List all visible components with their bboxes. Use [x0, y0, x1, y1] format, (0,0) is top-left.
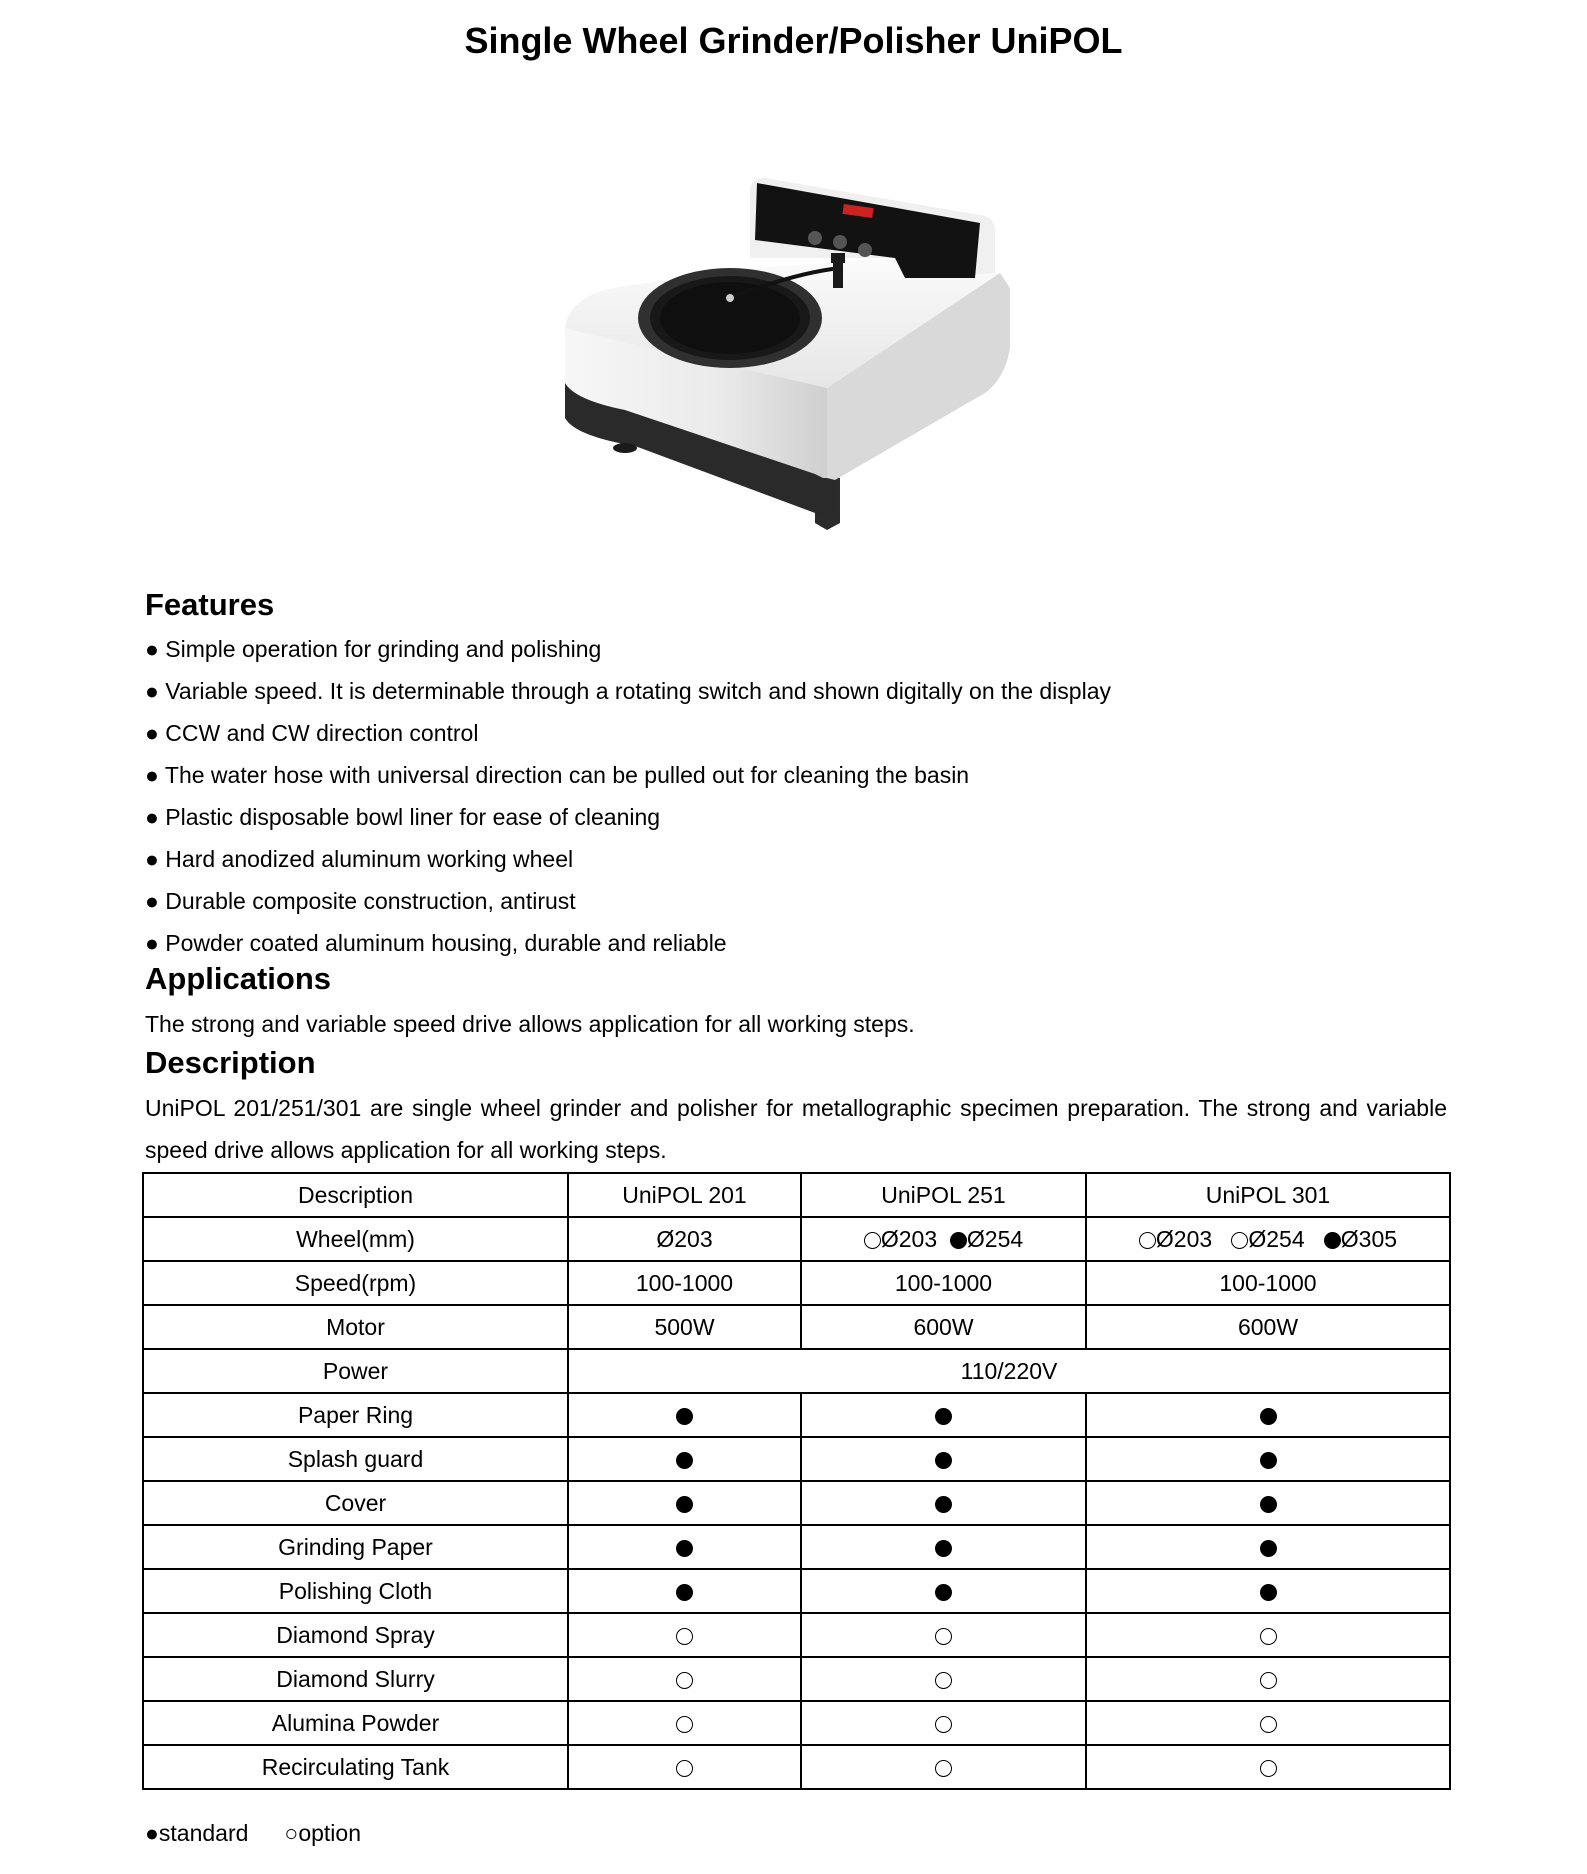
availability-cell	[568, 1701, 801, 1745]
availability-cell	[1086, 1525, 1450, 1569]
table-cell: 100-1000	[568, 1261, 801, 1305]
row-label: Splash guard	[143, 1437, 568, 1481]
availability-cell	[801, 1525, 1086, 1569]
availability-cell	[1086, 1437, 1450, 1481]
feature-item	[145, 843, 1111, 885]
option-circle-icon	[935, 1760, 952, 1777]
wheel-size: Ø254	[1248, 1225, 1305, 1252]
feature-text: Powder coated aluminum housing, durable and reliable	[165, 930, 727, 956]
row-label: Alumina Powder	[143, 1701, 568, 1745]
availability-cell	[801, 1437, 1086, 1481]
bullet-icon: ●	[145, 888, 159, 914]
wheel-size: Ø305	[1340, 1225, 1398, 1252]
feature-item	[145, 717, 1111, 759]
feature-text: Variable speed. It is determinable through a rotating switch and shown digitally on the display	[165, 678, 1111, 704]
option-circle-icon	[864, 1232, 881, 1249]
row-label: Speed(rpm)	[143, 1261, 568, 1305]
availability-cell	[801, 1613, 1086, 1657]
availability-cell	[801, 1393, 1086, 1437]
standard-dot-icon	[676, 1584, 693, 1601]
standard-dot-icon	[1260, 1584, 1277, 1601]
table-row-motor	[143, 1305, 1450, 1349]
applications-heading: Applications	[145, 961, 332, 996]
row-label: Recirculating Tank	[143, 1745, 568, 1789]
option-circle-icon	[676, 1760, 693, 1777]
description-text: UniPOL 201/251/301 are single wheel grinder and polisher for metallographic specimen preparation. The strong and variable speed drive allows application for all working steps.	[145, 1095, 1447, 1163]
table-header-cell: UniPOL 301	[1086, 1173, 1450, 1217]
availability-cell	[801, 1701, 1086, 1745]
standard-dot-icon	[935, 1496, 952, 1513]
table-header-row	[143, 1173, 1450, 1217]
feature-text: CCW and CW direction control	[165, 720, 479, 746]
wheel-size: Ø203	[1155, 1225, 1213, 1252]
table-cell: 100-1000	[801, 1261, 1086, 1305]
feature-item	[145, 801, 1111, 843]
standard-dot-icon	[1260, 1540, 1277, 1557]
description-heading: Description	[145, 1045, 316, 1080]
wheel-201-cell: Ø203	[568, 1217, 801, 1261]
option-circle-icon	[1231, 1232, 1248, 1249]
table-row-accessory	[143, 1745, 1450, 1789]
availability-cell	[568, 1393, 801, 1437]
availability-cell	[801, 1657, 1086, 1701]
table-header-cell: UniPOL 251	[801, 1173, 1086, 1217]
standard-dot-icon	[935, 1408, 952, 1425]
legend	[145, 1817, 361, 1849]
features-heading: Features	[145, 587, 275, 622]
availability-cell	[568, 1657, 801, 1701]
standard-dot-icon	[950, 1232, 967, 1249]
option-legend-label: option	[298, 1820, 361, 1846]
row-label: Power	[143, 1349, 568, 1393]
standard-legend-label: standard	[158, 1820, 249, 1846]
table-cell: 500W	[568, 1305, 801, 1349]
table-cell: 100-1000	[1086, 1261, 1450, 1305]
standard-dot-icon	[676, 1496, 693, 1513]
feature-item	[145, 759, 1111, 801]
feature-text: The water hose with universal direction can be pulled out for cleaning the basin	[164, 762, 970, 788]
table-row-accessory	[143, 1525, 1450, 1569]
availability-cell	[568, 1525, 801, 1569]
table-row-accessory	[143, 1569, 1450, 1613]
page-title: Single Wheel Grinder/Polisher UniPOL	[464, 20, 1123, 61]
feature-text: Simple operation for grinding and polishing	[165, 636, 602, 662]
table-row-power	[143, 1349, 1450, 1393]
bullet-icon: ●	[145, 804, 159, 830]
spec-table	[142, 1172, 1451, 1790]
table-row-accessory	[143, 1481, 1450, 1525]
standard-dot-icon	[935, 1584, 952, 1601]
option-circle-icon	[935, 1628, 952, 1645]
option-circle-icon	[1260, 1628, 1277, 1645]
power-value-cell: 110/220V	[568, 1349, 1450, 1393]
wheel-251-cell	[801, 1217, 1086, 1261]
availability-cell	[568, 1613, 801, 1657]
option-circle-icon	[676, 1716, 693, 1733]
wheel-size: Ø254	[966, 1225, 1024, 1252]
availability-cell	[1086, 1481, 1450, 1525]
row-label: Wheel(mm)	[143, 1217, 568, 1261]
feature-text: Hard anodized aluminum working wheel	[165, 846, 574, 872]
table-row-wheel	[143, 1217, 1450, 1261]
standard-dot-icon	[1260, 1408, 1277, 1425]
bullet-icon: ●	[145, 930, 159, 956]
bullet-icon: ●	[145, 678, 159, 704]
standard-dot-icon	[935, 1540, 952, 1557]
features-list	[145, 633, 1111, 969]
feature-item	[145, 885, 1111, 927]
bullet-icon: ●	[145, 846, 159, 872]
table-row-accessory	[143, 1701, 1450, 1745]
feature-item	[145, 675, 1111, 717]
table-row-speed	[143, 1261, 1450, 1305]
standard-dot-icon	[676, 1408, 693, 1425]
standard-legend-icon: ●	[145, 1820, 159, 1846]
standard-dot-icon	[1324, 1232, 1341, 1249]
feature-text: Plastic disposable bowl liner for ease of cleaning	[165, 804, 661, 830]
option-circle-icon	[935, 1672, 952, 1689]
availability-cell	[568, 1481, 801, 1525]
row-label: Diamond Slurry	[143, 1657, 568, 1701]
option-circle-icon	[935, 1716, 952, 1733]
table-row-accessory	[143, 1613, 1450, 1657]
table-header-cell: UniPOL 201	[568, 1173, 801, 1217]
option-circle-icon	[1260, 1760, 1277, 1777]
standard-dot-icon	[1260, 1496, 1277, 1513]
option-circle-icon	[1260, 1672, 1277, 1689]
availability-cell	[1086, 1613, 1450, 1657]
standard-dot-icon	[1260, 1452, 1277, 1469]
option-circle-icon	[676, 1672, 693, 1689]
availability-cell	[801, 1481, 1086, 1525]
availability-cell	[1086, 1701, 1450, 1745]
availability-cell	[568, 1437, 801, 1481]
grinder-polisher-image	[565, 178, 1025, 533]
wheel-301-cell	[1086, 1217, 1450, 1261]
table-cell: 600W	[801, 1305, 1086, 1349]
row-label: Motor	[143, 1305, 568, 1349]
availability-cell	[801, 1569, 1086, 1613]
option-circle-icon	[1260, 1716, 1277, 1733]
wheel-size: Ø203	[880, 1225, 938, 1252]
table-row-accessory	[143, 1437, 1450, 1481]
bullet-icon: ●	[145, 720, 159, 746]
option-legend-icon: ○	[284, 1820, 299, 1846]
standard-dot-icon	[676, 1540, 693, 1557]
feature-text: Durable composite construction, antirust	[165, 888, 576, 914]
availability-cell	[568, 1569, 801, 1613]
row-label: Grinding Paper	[143, 1525, 568, 1569]
availability-cell	[1086, 1569, 1450, 1613]
bullet-icon: ●	[145, 636, 159, 662]
table-header-cell: Description	[143, 1173, 568, 1217]
availability-cell	[801, 1745, 1086, 1789]
row-label: Polishing Cloth	[143, 1569, 568, 1613]
table-row-accessory	[143, 1657, 1450, 1701]
row-label: Diamond Spray	[143, 1613, 568, 1657]
standard-dot-icon	[676, 1452, 693, 1469]
availability-cell	[1086, 1657, 1450, 1701]
bullet-icon: ●	[145, 762, 159, 788]
availability-cell	[1086, 1393, 1450, 1437]
standard-dot-icon	[935, 1452, 952, 1469]
availability-cell	[568, 1745, 801, 1789]
option-circle-icon	[676, 1628, 693, 1645]
row-label: Cover	[143, 1481, 568, 1525]
feature-item	[145, 633, 1111, 675]
row-label: Paper Ring	[143, 1393, 568, 1437]
accessories-rows	[143, 1393, 1450, 1789]
table-row-accessory	[143, 1393, 1450, 1437]
table-cell: 600W	[1086, 1305, 1450, 1349]
availability-cell	[1086, 1745, 1450, 1789]
applications-text: The strong and variable speed drive allows application for all working steps.	[145, 1011, 915, 1037]
option-circle-icon	[1139, 1232, 1156, 1249]
